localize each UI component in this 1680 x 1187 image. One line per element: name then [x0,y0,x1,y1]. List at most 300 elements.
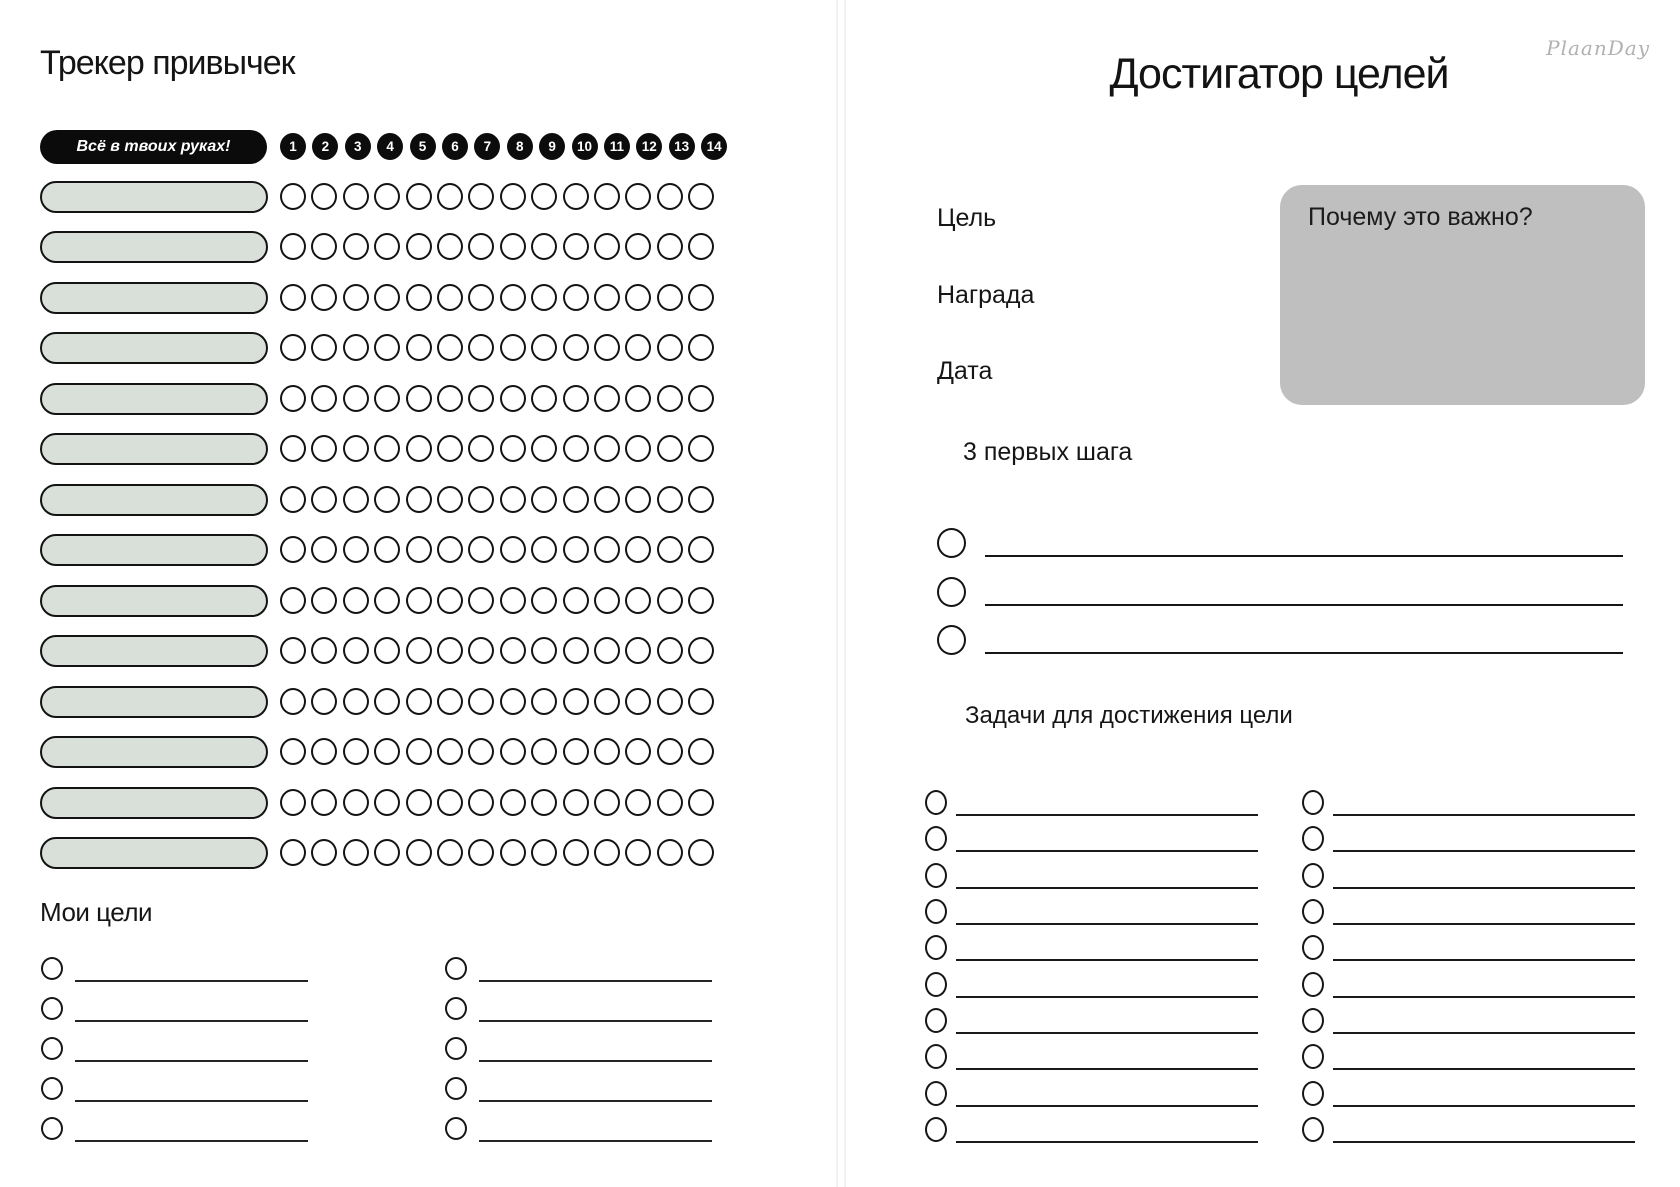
goal-line[interactable] [479,1060,712,1062]
habit-check-circle[interactable] [531,688,557,715]
habit-check-circle[interactable] [468,334,494,361]
habit-check-circle[interactable] [563,435,589,462]
habit-check-circle[interactable] [531,536,557,563]
habit-check-circle[interactable] [657,334,683,361]
habit-check-circle[interactable] [343,789,369,816]
day-number-badge: 3 [345,133,371,160]
habit-check-circle[interactable] [688,334,714,361]
habit-check-circle[interactable] [374,738,400,765]
habit-name-field[interactable] [40,837,268,869]
task-row [1302,1044,1637,1074]
task-circle[interactable] [1302,935,1324,960]
habit-check-circle[interactable] [500,536,526,563]
habit-name-field[interactable] [40,484,268,516]
habit-check-circle[interactable] [657,536,683,563]
habit-check-circle[interactable] [531,334,557,361]
habit-check-circle[interactable] [468,233,494,260]
habit-check-circle[interactable] [437,385,463,412]
task-line[interactable] [1333,887,1635,889]
step-circle[interactable] [937,577,966,607]
habit-check-circle[interactable] [374,587,400,614]
habit-check-circle[interactable] [468,183,494,210]
task-line[interactable] [1333,923,1635,925]
task-line[interactable] [956,850,1258,852]
step-row [937,528,1627,562]
habit-check-circle[interactable] [280,284,306,311]
habit-check-circle[interactable] [280,688,306,715]
habit-check-circle[interactable] [468,385,494,412]
habit-check-circle[interactable] [437,839,463,866]
habit-check-circle[interactable] [594,233,620,260]
habit-check-circle[interactable] [563,486,589,513]
habit-check-circle[interactable] [657,385,683,412]
habit-check-circle[interactable] [563,334,589,361]
habit-check-circle[interactable] [280,233,306,260]
habit-check-circle[interactable] [657,839,683,866]
habit-check-circle[interactable] [343,587,369,614]
habit-check-circle[interactable] [343,183,369,210]
habit-check-circle[interactable] [531,789,557,816]
habit-check-circle[interactable] [311,385,337,412]
habit-check-circle[interactable] [406,284,432,311]
task-circle[interactable] [1302,1081,1324,1106]
habit-check-circle[interactable] [594,789,620,816]
goal-circle[interactable] [41,957,63,980]
habit-check-circle[interactable] [594,536,620,563]
habit-check-circle[interactable] [280,385,306,412]
habit-check-circle[interactable] [406,839,432,866]
habit-check-circle[interactable] [657,688,683,715]
habit-check-circle[interactable] [374,334,400,361]
habit-check-circle[interactable] [625,637,651,664]
habit-check-circle[interactable] [406,486,432,513]
habit-check-circle[interactable] [688,536,714,563]
habit-check-circle[interactable] [531,183,557,210]
habit-check-circle[interactable] [563,183,589,210]
habit-check-circle[interactable] [374,284,400,311]
habit-check-circle[interactable] [343,334,369,361]
habit-row [40,282,740,314]
habit-check-circle[interactable] [594,688,620,715]
habit-check-circle[interactable] [531,738,557,765]
habit-tracker-title: Трекер привычек [40,44,295,82]
habit-check-circle[interactable] [594,839,620,866]
habit-check-circle[interactable] [688,839,714,866]
habit-check-circle[interactable] [280,738,306,765]
habit-check-circle[interactable] [563,738,589,765]
habit-name-field[interactable] [40,585,268,617]
task-circle[interactable] [925,972,947,997]
habit-name-field[interactable] [40,635,268,667]
habit-check-circle[interactable] [406,587,432,614]
task-line[interactable] [1333,850,1635,852]
habit-check-circle[interactable] [437,587,463,614]
task-line[interactable] [956,1105,1258,1107]
habit-check-circle[interactable] [657,435,683,462]
habit-check-circle[interactable] [500,435,526,462]
habit-check-circle[interactable] [625,536,651,563]
habit-check-circle[interactable] [500,738,526,765]
task-circle[interactable] [1302,863,1324,888]
task-circle[interactable] [925,935,947,960]
habit-check-circle[interactable] [563,536,589,563]
habit-check-circle[interactable] [657,587,683,614]
task-line[interactable] [956,1141,1258,1143]
task-circle[interactable] [925,1081,947,1106]
habit-name-field[interactable] [40,231,268,263]
habit-check-circle[interactable] [657,486,683,513]
step-line[interactable] [985,652,1623,654]
habit-row [40,837,740,869]
why-important-box[interactable] [1280,185,1645,405]
habit-check-circle[interactable] [657,233,683,260]
habit-check-circle[interactable] [688,385,714,412]
habit-check-circle[interactable] [406,637,432,664]
habit-check-circle[interactable] [688,486,714,513]
habit-check-circle[interactable] [374,486,400,513]
habit-check-circle[interactable] [594,334,620,361]
habit-name-field[interactable] [40,736,268,768]
habit-check-circle[interactable] [311,587,337,614]
habit-check-circle[interactable] [437,738,463,765]
habit-check-circle[interactable] [280,486,306,513]
habit-check-circle[interactable] [594,183,620,210]
habit-check-circle[interactable] [625,789,651,816]
task-line[interactable] [956,996,1258,998]
habit-check-circle[interactable] [311,233,337,260]
goal-circle[interactable] [445,1037,467,1060]
habit-check-circle[interactable] [437,284,463,311]
habit-name-field[interactable] [40,181,268,213]
habit-check-circle[interactable] [500,486,526,513]
habit-check-circle[interactable] [280,789,306,816]
task-line[interactable] [1333,1068,1635,1070]
habit-check-circle[interactable] [311,637,337,664]
habit-check-circle[interactable] [468,839,494,866]
task-row [1302,826,1637,856]
day-number-badge: 13 [669,133,695,160]
habit-check-circle[interactable] [468,284,494,311]
habit-check-circle[interactable] [625,385,651,412]
step-line[interactable] [985,604,1623,606]
goal-line[interactable] [75,980,308,982]
habit-check-circle[interactable] [531,486,557,513]
task-circle[interactable] [925,826,947,851]
habit-check-circle[interactable] [594,738,620,765]
habit-check-circle[interactable] [657,183,683,210]
goal-line[interactable] [75,1020,308,1022]
habit-check-circle[interactable] [437,536,463,563]
habit-check-circle[interactable] [625,183,651,210]
goal-line[interactable] [75,1140,308,1142]
habit-check-circle[interactable] [688,284,714,311]
habit-check-circle[interactable] [311,183,337,210]
goal-circle[interactable] [41,1037,63,1060]
habit-check-circle[interactable] [311,536,337,563]
habit-circles [280,688,714,715]
habit-check-circle[interactable] [343,233,369,260]
task-row [1302,790,1637,820]
task-line[interactable] [1333,959,1635,961]
habit-name-field[interactable] [40,686,268,718]
habit-check-circle[interactable] [500,233,526,260]
habit-check-circle[interactable] [625,284,651,311]
habit-check-circle[interactable] [406,435,432,462]
task-line[interactable] [1333,1032,1635,1034]
habit-check-circle[interactable] [468,637,494,664]
habit-check-circle[interactable] [563,587,589,614]
habit-check-circle[interactable] [500,587,526,614]
habit-check-circle[interactable] [500,385,526,412]
habit-check-circle[interactable] [468,688,494,715]
goal-circle[interactable] [445,997,467,1020]
goal-line[interactable] [479,1100,712,1102]
task-circle[interactable] [925,899,947,924]
habit-check-circle[interactable] [531,637,557,664]
task-circle[interactable] [1302,1008,1324,1033]
habit-check-circle[interactable] [280,334,306,361]
goal-circle[interactable] [41,1117,63,1140]
habit-check-circle[interactable] [437,637,463,664]
date-field-label: Дата [937,357,993,385]
habit-check-circle[interactable] [688,233,714,260]
habit-check-circle[interactable] [625,738,651,765]
habit-check-circle[interactable] [406,738,432,765]
habit-check-circle[interactable] [437,233,463,260]
goal-circle[interactable] [445,957,467,980]
habit-check-circle[interactable] [594,486,620,513]
habit-check-circle[interactable] [531,284,557,311]
habit-name-field[interactable] [40,282,268,314]
habit-check-circle[interactable] [688,183,714,210]
habit-check-circle[interactable] [280,839,306,866]
habit-check-circle[interactable] [563,637,589,664]
habit-check-circle[interactable] [500,183,526,210]
habit-circles [280,536,714,563]
day-numbers-row [280,133,727,160]
habit-check-circle[interactable] [374,839,400,866]
habit-check-circle[interactable] [374,233,400,260]
habit-check-circle[interactable] [657,284,683,311]
habit-check-circle[interactable] [280,435,306,462]
habit-check-circle[interactable] [468,536,494,563]
habit-check-circle[interactable] [280,637,306,664]
task-circle[interactable] [925,863,947,888]
goal-circle[interactable] [445,1117,467,1140]
habit-check-circle[interactable] [657,637,683,664]
task-circle[interactable] [925,1117,947,1142]
habit-check-circle[interactable] [500,637,526,664]
habit-check-circle[interactable] [343,839,369,866]
habit-check-circle[interactable] [311,334,337,361]
goal-circle[interactable] [41,1077,63,1100]
goal-row [445,997,715,1025]
habit-check-circle[interactable] [374,183,400,210]
task-circle[interactable] [925,1044,947,1069]
habit-check-circle[interactable] [594,637,620,664]
habit-check-circle[interactable] [280,183,306,210]
habit-check-circle[interactable] [531,385,557,412]
habit-check-circle[interactable] [625,688,651,715]
habit-check-circle[interactable] [311,688,337,715]
task-circle[interactable] [1302,1117,1324,1142]
habit-check-circle[interactable] [563,233,589,260]
habit-check-circle[interactable] [311,738,337,765]
habit-check-circle[interactable] [563,284,589,311]
habit-check-circle[interactable] [468,789,494,816]
habit-check-circle[interactable] [625,435,651,462]
habit-check-circle[interactable] [374,385,400,412]
task-line[interactable] [956,923,1258,925]
habit-check-circle[interactable] [406,233,432,260]
habit-circles [280,789,714,816]
habit-row [40,585,740,617]
goal-line[interactable] [75,1060,308,1062]
habit-row [40,534,740,566]
habit-name-field[interactable] [40,332,268,364]
habit-check-circle[interactable] [343,637,369,664]
habit-check-circle[interactable] [311,486,337,513]
step-line[interactable] [985,555,1623,557]
habit-check-circle[interactable] [406,183,432,210]
habit-check-circle[interactable] [688,587,714,614]
habit-check-circle[interactable] [468,435,494,462]
habit-check-circle[interactable] [311,789,337,816]
habit-check-circle[interactable] [625,587,651,614]
habit-check-circle[interactable] [374,435,400,462]
habit-check-circle[interactable] [563,839,589,866]
task-line[interactable] [956,959,1258,961]
habit-check-circle[interactable] [500,789,526,816]
habit-check-circle[interactable] [531,839,557,866]
task-line[interactable] [956,1068,1258,1070]
goal-line[interactable] [75,1100,308,1102]
habit-check-circle[interactable] [594,284,620,311]
habit-check-circle[interactable] [437,183,463,210]
habit-check-circle[interactable] [563,385,589,412]
goal-row [41,957,311,985]
habit-check-circle[interactable] [343,284,369,311]
task-row [925,1008,1260,1038]
habit-check-circle[interactable] [437,334,463,361]
habit-check-circle[interactable] [468,486,494,513]
habit-check-circle[interactable] [625,334,651,361]
habit-check-circle[interactable] [343,536,369,563]
habit-check-circle[interactable] [594,587,620,614]
step-row [937,625,1627,659]
habit-check-circle[interactable] [437,789,463,816]
habit-name-field[interactable] [40,433,268,465]
habit-check-circle[interactable] [311,284,337,311]
habit-check-circle[interactable] [531,587,557,614]
habit-check-circle[interactable] [657,789,683,816]
goal-circle[interactable] [445,1077,467,1100]
task-line[interactable] [1333,1105,1635,1107]
habit-check-circle[interactable] [468,738,494,765]
task-circle[interactable] [1302,826,1324,851]
task-circle[interactable] [1302,972,1324,997]
habit-check-circle[interactable] [311,435,337,462]
habit-check-circle[interactable] [280,587,306,614]
task-circle[interactable] [925,790,947,815]
habit-check-circle[interactable] [406,789,432,816]
habit-check-circle[interactable] [406,334,432,361]
habit-check-circle[interactable] [688,738,714,765]
habit-check-circle[interactable] [500,334,526,361]
habit-check-circle[interactable] [563,789,589,816]
habit-check-circle[interactable] [311,839,337,866]
motto-text: Всё в твоих руках! [76,138,231,155]
habit-check-circle[interactable] [500,284,526,311]
habit-check-circle[interactable] [625,233,651,260]
habit-check-circle[interactable] [688,435,714,462]
habit-name-field[interactable] [40,534,268,566]
habit-check-circle[interactable] [500,688,526,715]
habit-check-circle[interactable] [468,587,494,614]
goal-line[interactable] [479,1020,712,1022]
task-circle[interactable] [1302,899,1324,924]
step-circle[interactable] [937,528,966,558]
habit-check-circle[interactable] [406,536,432,563]
task-circle[interactable] [1302,790,1324,815]
task-line[interactable] [956,887,1258,889]
habit-check-circle[interactable] [437,486,463,513]
habit-check-circle[interactable] [531,435,557,462]
goal-line[interactable] [479,980,712,982]
task-line[interactable] [1333,1141,1635,1143]
task-circle[interactable] [1302,1044,1324,1069]
habit-check-circle[interactable] [625,839,651,866]
habit-check-circle[interactable] [343,738,369,765]
task-line[interactable] [1333,814,1635,816]
habit-check-circle[interactable] [625,486,651,513]
task-line[interactable] [956,1032,1258,1034]
habit-check-circle[interactable] [374,688,400,715]
habit-name-field[interactable] [40,383,268,415]
habit-check-circle[interactable] [343,385,369,412]
habit-check-circle[interactable] [437,435,463,462]
habit-check-circle[interactable] [657,738,683,765]
habit-check-circle[interactable] [343,688,369,715]
habit-check-circle[interactable] [531,233,557,260]
task-line[interactable] [1333,996,1635,998]
habit-circles [280,587,714,614]
goal-line[interactable] [479,1140,712,1142]
habit-check-circle[interactable] [594,435,620,462]
task-line[interactable] [956,814,1258,816]
habit-check-circle[interactable] [374,637,400,664]
habit-check-circle[interactable] [437,688,463,715]
habit-circles [280,435,714,462]
habit-check-circle[interactable] [343,435,369,462]
habit-check-circle[interactable] [500,839,526,866]
habit-check-circle[interactable] [374,536,400,563]
habit-check-circle[interactable] [563,688,589,715]
habit-name-field[interactable] [40,787,268,819]
habit-check-circle[interactable] [406,385,432,412]
goal-circle[interactable] [41,997,63,1020]
habit-check-circle[interactable] [406,688,432,715]
habit-check-circle[interactable] [280,536,306,563]
step-circle[interactable] [937,625,966,655]
habit-check-circle[interactable] [688,688,714,715]
habit-check-circle[interactable] [343,486,369,513]
task-circle[interactable] [925,1008,947,1033]
habit-check-circle[interactable] [688,637,714,664]
habit-check-circle[interactable] [374,789,400,816]
habit-check-circle[interactable] [688,789,714,816]
habit-check-circle[interactable] [594,385,620,412]
